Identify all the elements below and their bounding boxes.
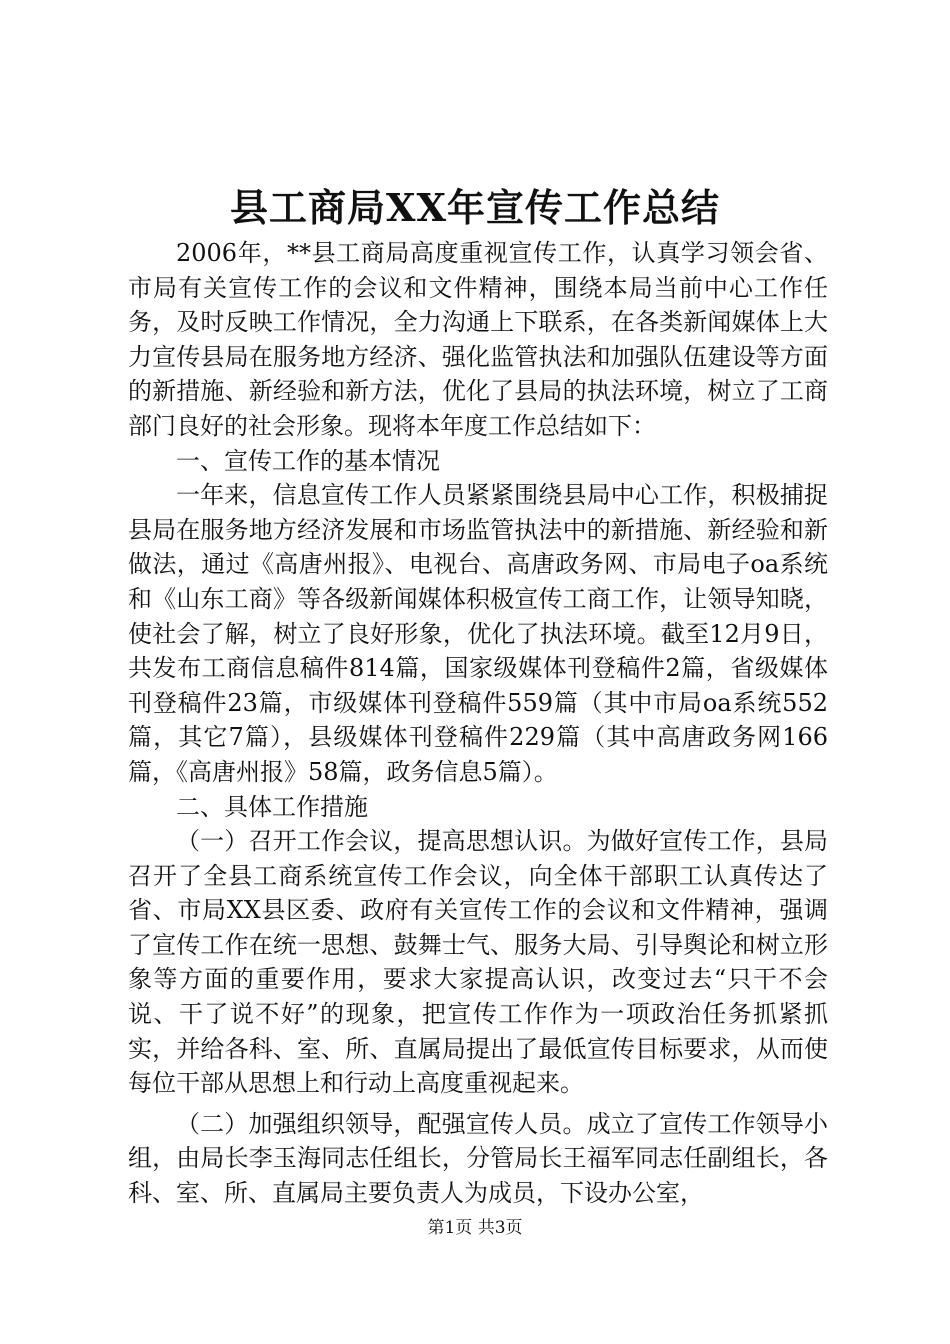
basic-situation-paragraph: 一年来，信息宣传工作人员紧紧围绕县局中心工作，积极捕捉县局在服务地方经济发展和市场监管执法中的新措施、新经验和新做法，通过《高唐州报》、电视台、高唐政务网、市局电子oa系统和《山东工商》等各级新闻媒体积极宣传工商工作，让领导知晓，使社会了解，树立了良好形象，优化了执法环境。截至12月9日，共发布工商信息稿件814篇，国家级媒体刊登稿件2篇，省级媒体刊登稿件23篇，市级媒体刊登稿件559篇（其中市局oa系统552篇，其它7篇），县级媒体刊登稿件229篇（其中高唐政务网166篇，《高唐州报》58篇，政务信息5篇）。 (128, 481, 828, 786)
document-body (128, 236, 828, 1211)
measure-2-paragraph: （二）加强组织领导，配强宣传人员。成立了宣传工作领导小组，由局长李玉海同志任组长，分管局长王福军同志任副组长，各科、室、所、直属局主要负责人为成员，下设办公室， (128, 1109, 828, 1208)
measure-1-paragraph: （一）召开工作会议，提高思想认识。为做好宣传工作，县局召开了全县工商系统宣传工作会议，向全体干部职工认真传达了省、市局XX县区委、政府有关宣传工作的会议和文件精神，强调了宣传工作在统一思想、鼓舞士气、服务大局、引导舆论和树立形象等方面的重要作用，要求大家提高认识，改变过去“只干不会说、干了说不好”的现象，把宣传工作作为一项政治任务抓紧抓实，并给各科、室、所、直属局提出了最低宣传目标要求，从而使每位干部从思想上和行动上高度重视起来。 (128, 827, 828, 1098)
intro-paragraph: 2006年，**县工商局高度重视宣传工作，认真学习领会省、市局有关宣传工作的会议和文件精神，围绕本局当前中心工作任务，及时反映工作情况，全力沟通上下联系，在各类新闻媒体上大力宣传县局在服务地方经济、强化监管执法和加强队伍建设等方面的新措施、新经验和新方法，优化了县局的执法环境，树立了工商部门良好的社会形象。现将本年度工作总结如下： (128, 239, 828, 440)
page-footer: 第1页 共3页 (427, 1218, 523, 1238)
document-title: 县工商局XX年宣传工作总结 (230, 185, 720, 230)
section-heading-basic-situation: 一、宣传工作的基本情况 (176, 446, 440, 475)
section-heading-measures: 二、具体工作措施 (176, 792, 368, 821)
